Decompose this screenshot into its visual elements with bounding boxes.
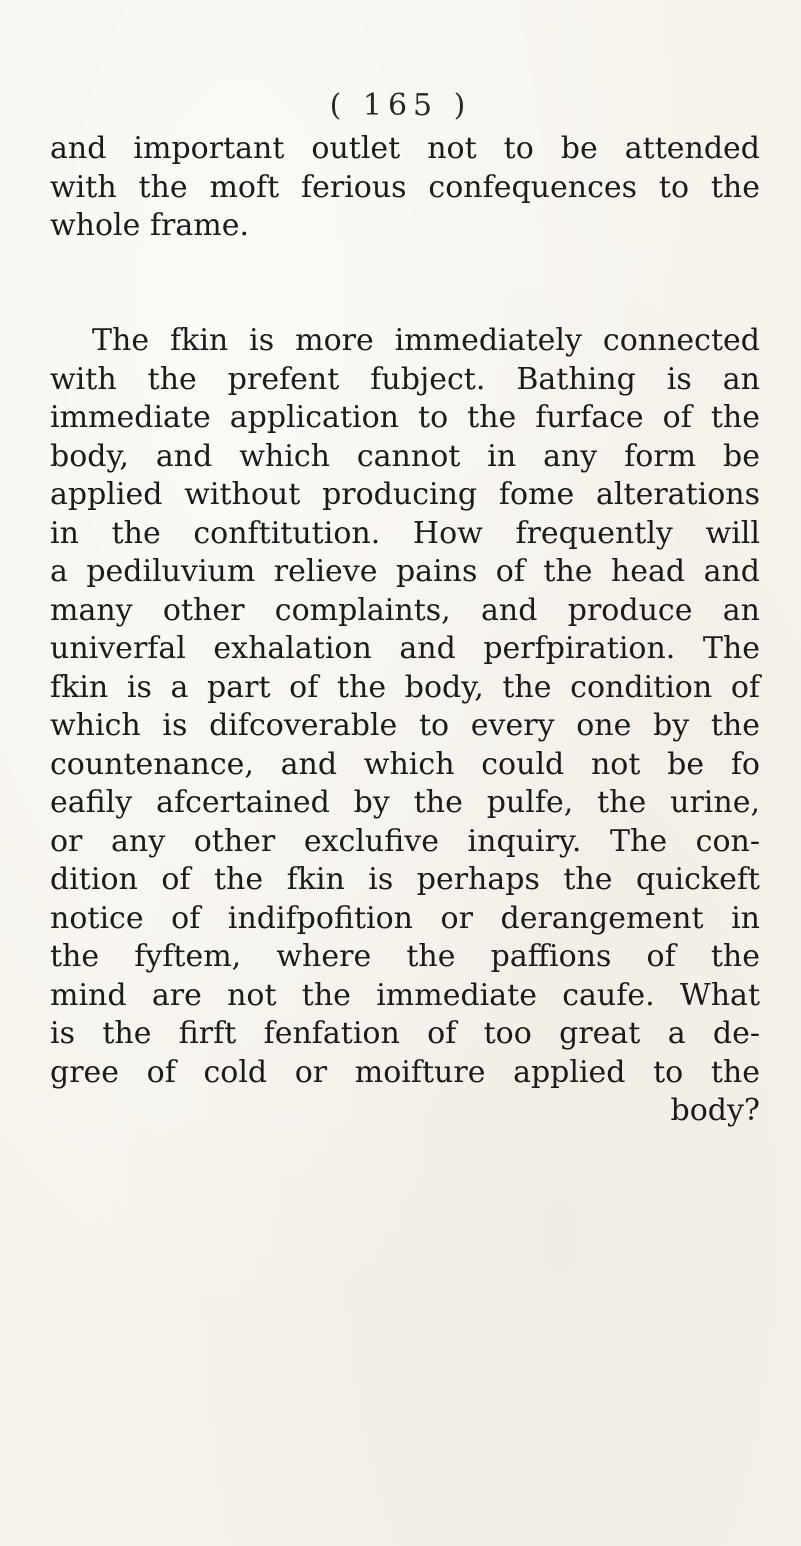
text-line: or any other exclufive inquiry. The con- [50,823,760,859]
text-line: with the prefent fubject. Bathing is an [50,361,760,397]
text-line: countenance, and which could not be fo [50,746,760,782]
text-line: mind are not the immediate caufe. What [50,977,760,1013]
page-number: ( 165 ) [329,88,472,123]
text-line: the fyftem, where the paffions of the [50,939,760,974]
text-line: with the moft ferious confequences to the [50,169,760,205]
text-line: fkin is a part of the body, the condition of [50,669,760,705]
text-line: immediate application to the furface of the [50,400,760,435]
text-line: a pediluvium relieve pains of the head and [50,554,760,589]
text-line: body, and which cannot in any form be [50,438,760,474]
text-line: and important outlet not to be attended [50,131,760,166]
paragraph-skin [50,322,760,1131]
text-line: body? [670,1093,760,1128]
text-line: dition of the fkin is perhaps the quickeft [50,862,760,897]
text-line: univerfal exhalation and perfpiration. The [50,631,760,666]
text-line: which is difcoverable to every one by the [50,708,760,743]
text-line: The fkin is more immediately connected [92,323,760,358]
text-line: eafily afcertained by the pulfe, the urine, [50,785,760,820]
text-line: many other complaints, and produce an [50,592,760,628]
text-line: notice of indifpofition or derangement in [50,900,760,936]
text-line: gree of cold or moifture applied to the [50,1054,760,1090]
paragraph-continuation [50,130,760,246]
text-line: applied without producing fome alterations [50,477,760,512]
text-line: whole frame. [50,208,250,243]
text-line: in the conftitution. How frequently will [50,515,760,551]
text-line: is the firft fenfation of too great a de- [50,1016,760,1051]
